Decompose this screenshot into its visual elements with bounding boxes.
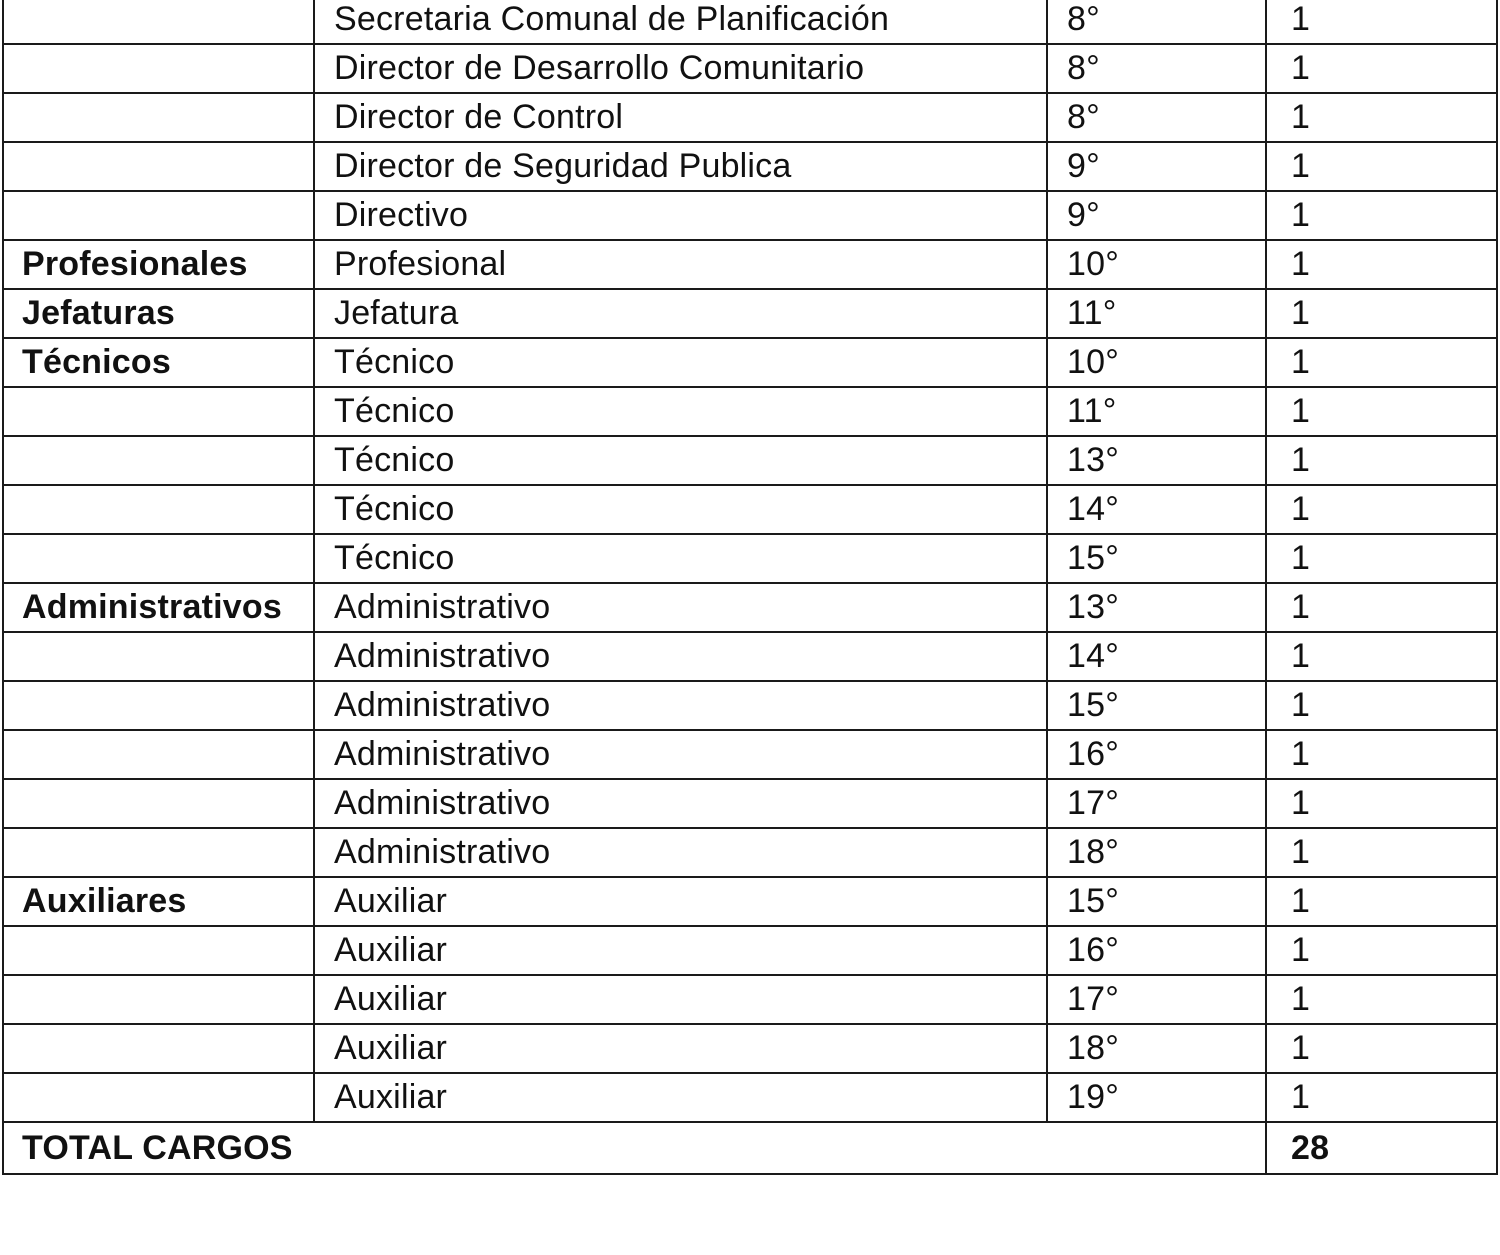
table-row (3, 975, 1497, 1024)
table-row (3, 191, 1497, 240)
position-cell: Administrativo (314, 632, 1047, 681)
table-row (3, 681, 1497, 730)
table-row (3, 44, 1497, 93)
position-cell: Auxiliar (314, 1024, 1047, 1073)
grade-cell: 8° (1047, 93, 1266, 142)
category-cell: Jefaturas (3, 289, 314, 338)
category-cell (3, 44, 314, 93)
quantity-cell: 1 (1266, 289, 1497, 338)
category-cell: Administrativos (3, 583, 314, 632)
grade-cell: 11° (1047, 289, 1266, 338)
grade-cell: 15° (1047, 681, 1266, 730)
table-row (3, 436, 1497, 485)
grade-cell: 17° (1047, 779, 1266, 828)
grade-cell: 18° (1047, 828, 1266, 877)
quantity-cell: 1 (1266, 975, 1497, 1024)
grade-cell: 8° (1047, 0, 1266, 44)
table-row (3, 877, 1497, 926)
grade-cell: 9° (1047, 191, 1266, 240)
grade-cell: 13° (1047, 583, 1266, 632)
position-cell: Directivo (314, 191, 1047, 240)
position-cell: Técnico (314, 485, 1047, 534)
quantity-cell: 1 (1266, 632, 1497, 681)
grade-cell: 16° (1047, 926, 1266, 975)
position-cell: Administrativo (314, 583, 1047, 632)
position-cell: Administrativo (314, 681, 1047, 730)
category-cell (3, 632, 314, 681)
position-cell: Secretaria Comunal de Planificación (314, 0, 1047, 44)
category-cell (3, 485, 314, 534)
table-row (3, 338, 1497, 387)
category-cell (3, 142, 314, 191)
grade-cell: 9° (1047, 142, 1266, 191)
table-row (3, 142, 1497, 191)
category-cell (3, 1024, 314, 1073)
staffing-table (2, 0, 1498, 1175)
quantity-cell: 1 (1266, 1024, 1497, 1073)
table-row (3, 926, 1497, 975)
table-row (3, 1073, 1497, 1122)
quantity-cell: 1 (1266, 779, 1497, 828)
staffing-table-body (3, 0, 1497, 1174)
quantity-cell: 1 (1266, 93, 1497, 142)
quantity-cell: 1 (1266, 338, 1497, 387)
grade-cell: 8° (1047, 44, 1266, 93)
table-row (3, 583, 1497, 632)
total-value: 28 (1266, 1122, 1497, 1174)
quantity-cell: 1 (1266, 926, 1497, 975)
category-cell (3, 779, 314, 828)
position-cell: Director de Control (314, 93, 1047, 142)
quantity-cell: 1 (1266, 485, 1497, 534)
category-cell: Técnicos (3, 338, 314, 387)
position-cell: Auxiliar (314, 877, 1047, 926)
grade-cell: 14° (1047, 485, 1266, 534)
position-cell: Auxiliar (314, 975, 1047, 1024)
grade-cell: 18° (1047, 1024, 1266, 1073)
quantity-cell: 1 (1266, 387, 1497, 436)
position-cell: Director de Seguridad Publica (314, 142, 1047, 191)
category-cell (3, 534, 314, 583)
quantity-cell: 1 (1266, 730, 1497, 779)
quantity-cell: 1 (1266, 436, 1497, 485)
position-cell: Técnico (314, 387, 1047, 436)
table-row (3, 1024, 1497, 1073)
category-cell: Auxiliares (3, 877, 314, 926)
table-row (3, 387, 1497, 436)
category-cell (3, 1073, 314, 1122)
table-row (3, 93, 1497, 142)
category-cell (3, 191, 314, 240)
table-row (3, 240, 1497, 289)
grade-cell: 19° (1047, 1073, 1266, 1122)
quantity-cell: 1 (1266, 534, 1497, 583)
grade-cell: 16° (1047, 730, 1266, 779)
quantity-cell: 1 (1266, 877, 1497, 926)
position-cell: Técnico (314, 436, 1047, 485)
quantity-cell: 1 (1266, 1073, 1497, 1122)
grade-cell: 11° (1047, 387, 1266, 436)
table-row (3, 534, 1497, 583)
quantity-cell: 1 (1266, 828, 1497, 877)
table-row (3, 632, 1497, 681)
category-cell (3, 387, 314, 436)
quantity-cell: 1 (1266, 142, 1497, 191)
position-cell: Director de Desarrollo Comunitario (314, 44, 1047, 93)
grade-cell: 15° (1047, 534, 1266, 583)
total-row (3, 1122, 1497, 1174)
position-cell: Técnico (314, 534, 1047, 583)
category-cell (3, 436, 314, 485)
table-row (3, 0, 1497, 44)
grade-cell: 17° (1047, 975, 1266, 1024)
category-cell (3, 0, 314, 44)
position-cell: Auxiliar (314, 926, 1047, 975)
category-cell (3, 828, 314, 877)
quantity-cell: 1 (1266, 681, 1497, 730)
position-cell: Administrativo (314, 730, 1047, 779)
table-row (3, 828, 1497, 877)
quantity-cell: 1 (1266, 240, 1497, 289)
grade-cell: 13° (1047, 436, 1266, 485)
table-row (3, 730, 1497, 779)
category-cell (3, 730, 314, 779)
table-row (3, 289, 1497, 338)
position-cell: Auxiliar (314, 1073, 1047, 1122)
position-cell: Profesional (314, 240, 1047, 289)
position-cell: Administrativo (314, 779, 1047, 828)
grade-cell: 15° (1047, 877, 1266, 926)
position-cell: Administrativo (314, 828, 1047, 877)
quantity-cell: 1 (1266, 0, 1497, 44)
category-cell (3, 926, 314, 975)
category-cell (3, 93, 314, 142)
category-cell (3, 681, 314, 730)
quantity-cell: 1 (1266, 583, 1497, 632)
table-row (3, 779, 1497, 828)
position-cell: Técnico (314, 338, 1047, 387)
position-cell: Jefatura (314, 289, 1047, 338)
grade-cell: 10° (1047, 338, 1266, 387)
category-cell: Profesionales (3, 240, 314, 289)
category-cell (3, 975, 314, 1024)
table-row (3, 485, 1497, 534)
total-label: TOTAL CARGOS (3, 1122, 1266, 1174)
quantity-cell: 1 (1266, 191, 1497, 240)
grade-cell: 14° (1047, 632, 1266, 681)
quantity-cell: 1 (1266, 44, 1497, 93)
grade-cell: 10° (1047, 240, 1266, 289)
